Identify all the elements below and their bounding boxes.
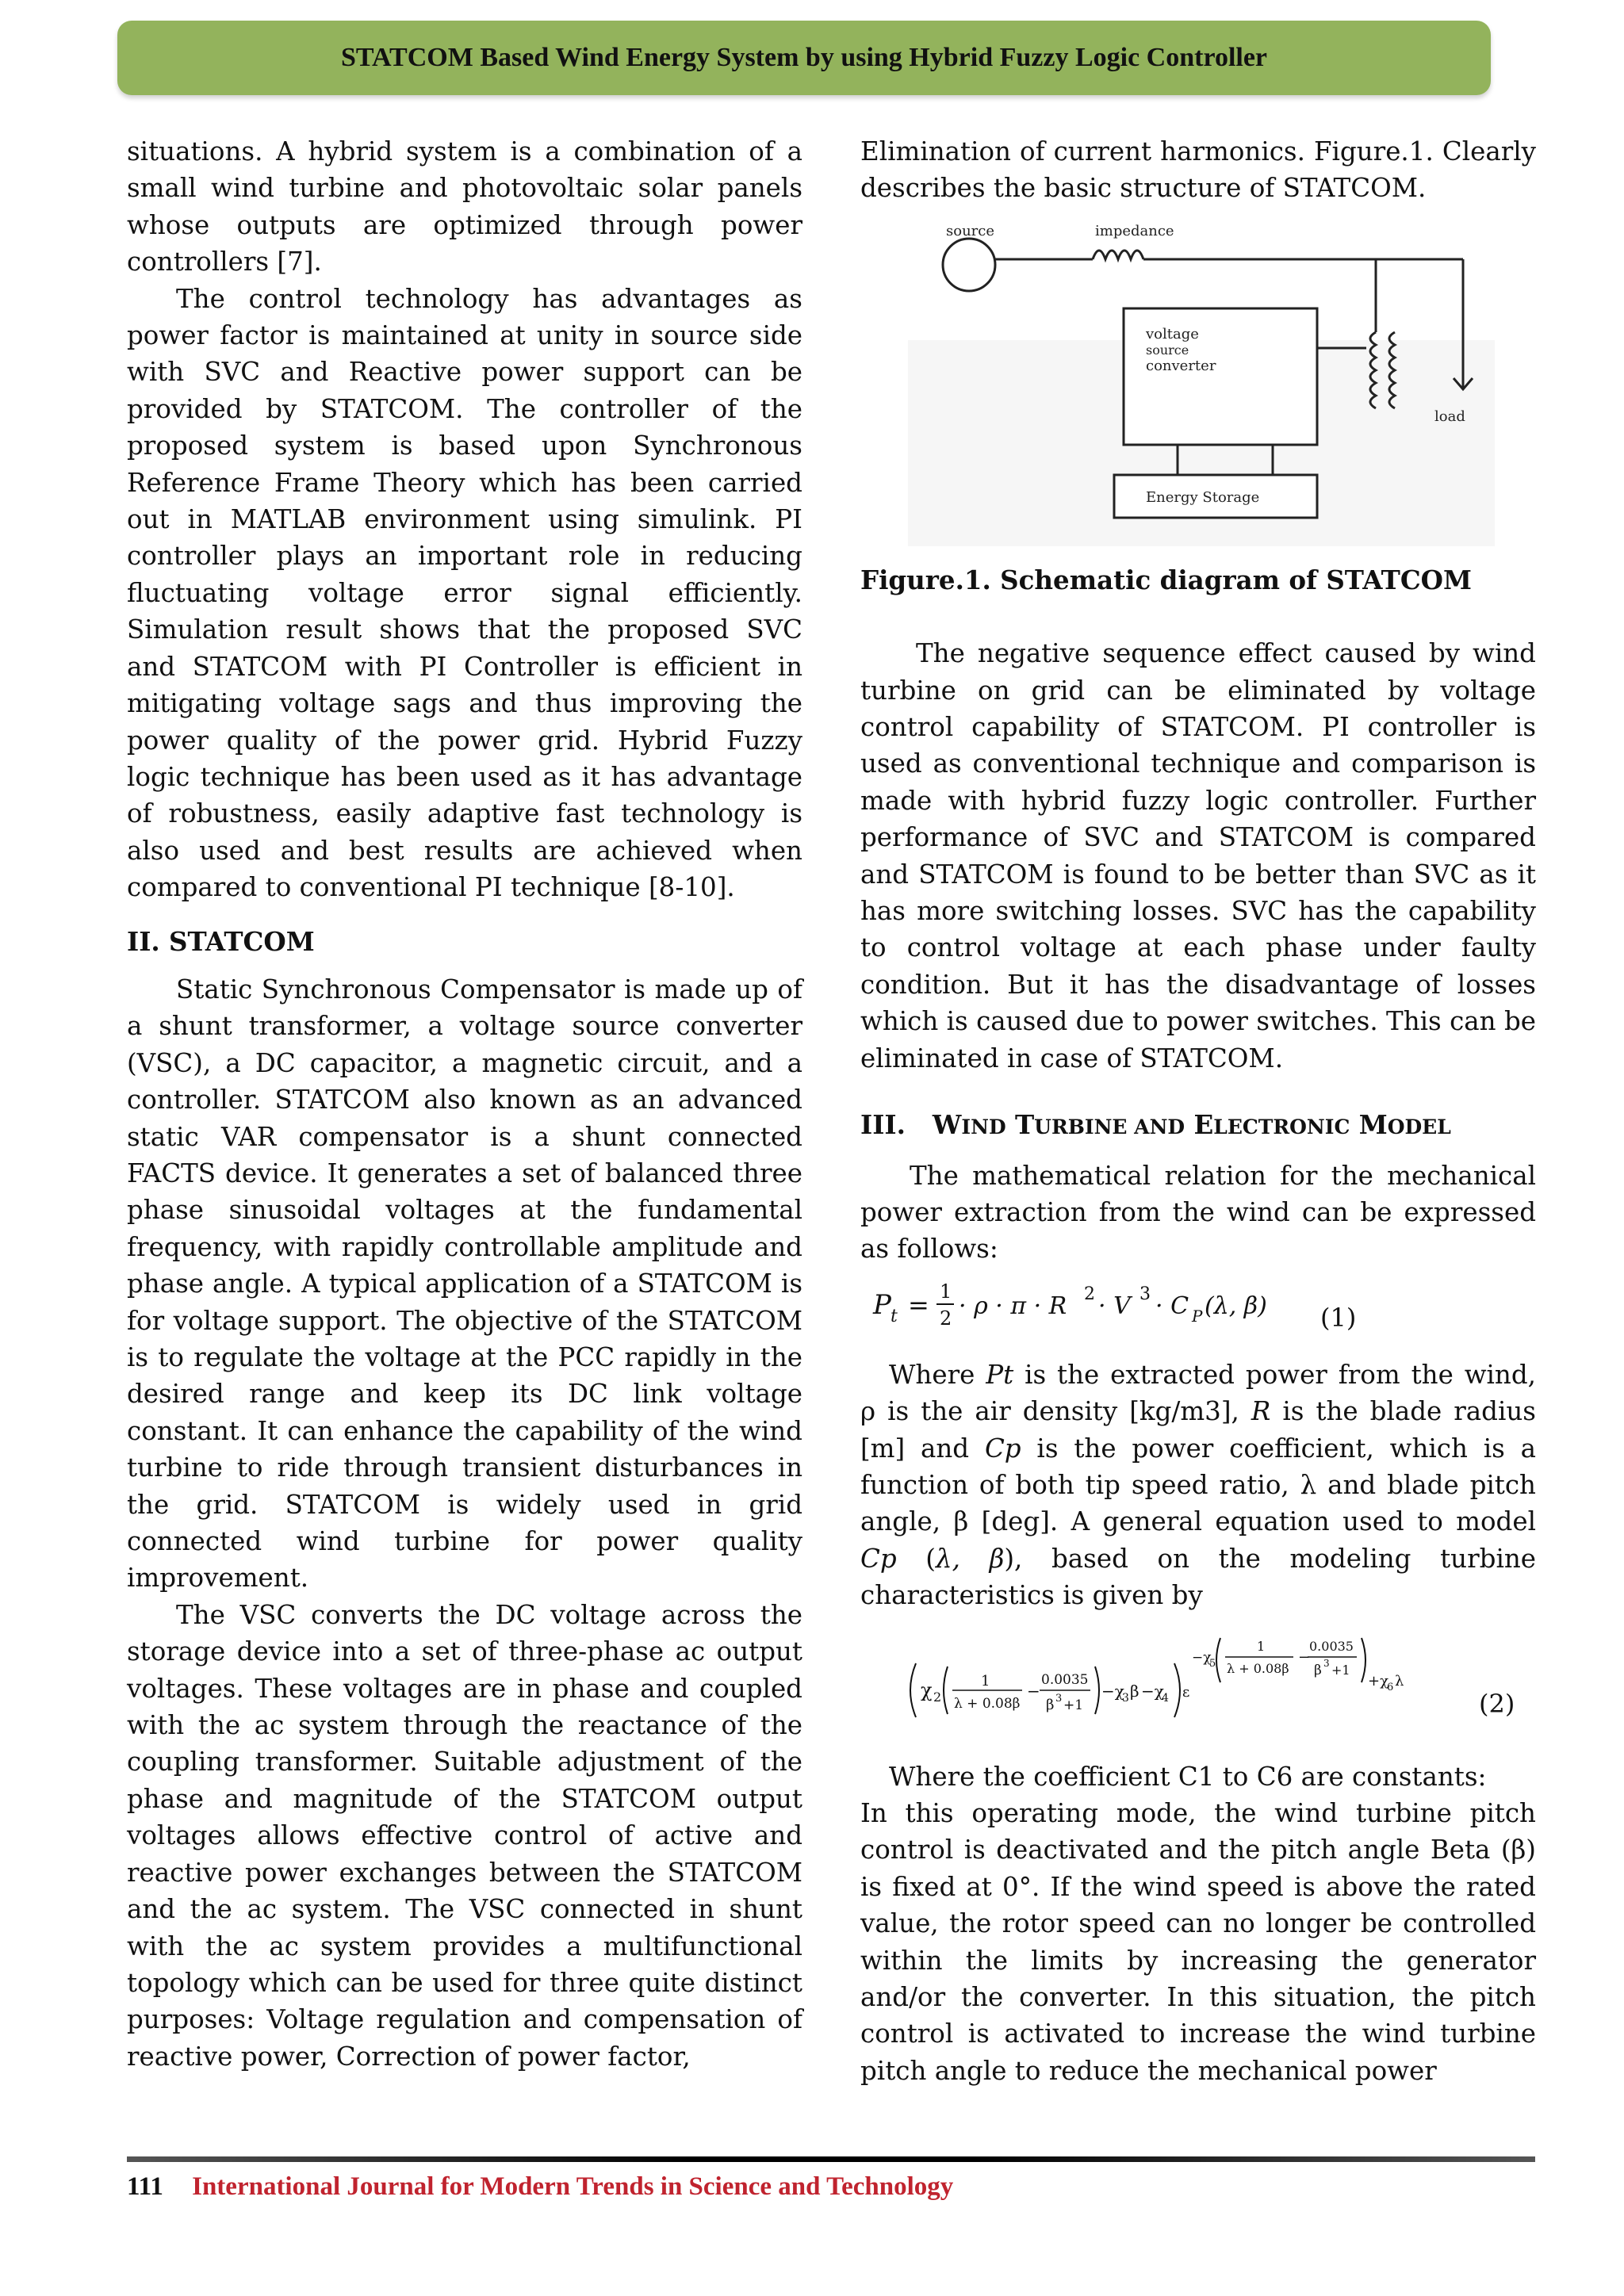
vsc-label-line-2: source (1146, 342, 1189, 358)
eq2-beta-c: β (1314, 1662, 1322, 1678)
eq1-args: (λ, β) (1205, 1292, 1267, 1320)
eq2-number: (2) (1479, 1688, 1515, 1719)
eq2-open-paren-inner (944, 1667, 948, 1714)
page-number: 111 (127, 2172, 163, 2201)
eq2-beta-exp-c: 3 (1323, 1657, 1330, 1669)
eq2-minus-a: − (1027, 1681, 1040, 1701)
eq2-minus-b: − (1298, 1648, 1311, 1666)
eq2-one-a: 1 (981, 1672, 990, 1689)
eq2-lambda-frac-b: λ + 0.08β (1227, 1660, 1289, 1676)
eq1-den: 2 (940, 1307, 952, 1330)
figure-1 (860, 213, 1536, 562)
right-paragraph-4 (860, 1357, 1536, 1614)
p4-text-c: is the blade radius [m] and (860, 1396, 1536, 1464)
eq2-exp-chi5-sub: 5 (1209, 1657, 1216, 1670)
eq1-equals: = (908, 1289, 929, 1320)
left-paragraph-3: Static Synchronous Compensator is made up of a shunt transformer, a voltage source converter (VSC), a DC capacitor, a magnetic circuit, and a controller. STATCOM also known as an advanced static VAR compensator is a shunt connected FACTS device. It generates a set of balanced three phase sinusoidal voltages at the fundamental frequency, with rapidly controllable amplitude and phase angle. A typical application of a STATCOM is for voltage support. The objective of the STATCOM is to regulate the voltage at the PCC rapidly in the desired range and keep its DC link voltage constant. It can enhance the capability of the wind turbine to ride through transient disturbances in the grid. STATCOM is widely used in grid connected wind turbine for power quality improvement. (127, 974, 802, 1594)
eq2-e: ε (1182, 1683, 1190, 1701)
p4-cp: Cp (984, 1433, 1021, 1464)
eq2-beta-exp-a: 3 (1055, 1692, 1063, 1705)
footer-rule (127, 2156, 1535, 2162)
eq2-chi4-sub: 4 (1162, 1691, 1169, 1705)
section-3-w3-rest: LECTRONIC (1213, 1115, 1350, 1139)
eq1-rho-pi-r: · ρ · π · R (959, 1292, 1067, 1320)
eq2-close-paren-inner (1095, 1667, 1099, 1714)
energy-storage-label: Energy Storage (1146, 488, 1260, 506)
p4-r: R (1251, 1396, 1271, 1427)
section-3-w1-first: W (932, 1109, 962, 1141)
eq2-lambda: λ (1395, 1672, 1404, 1689)
eq2-chi4: −χ (1141, 1681, 1164, 1701)
section-3-w2-first: T (1014, 1109, 1035, 1141)
header-banner (117, 21, 1491, 95)
eq1-num: 1 (940, 1280, 952, 1303)
p4-cp2: Cp (860, 1543, 897, 1574)
left-column (127, 133, 802, 2075)
section-3-w1-rest: IND (961, 1115, 1006, 1139)
eq1-p: P (873, 1288, 891, 1321)
figure-1-caption: Figure.1. Schematic diagram of STATCOM (860, 564, 1472, 595)
section-3-w4-rest: ODEL (1387, 1115, 1451, 1139)
left-paragraph-1: situations. A hybrid system is a combination of a small wind turbine and photovoltaic solar panels whose outputs are optimized through power controllers [7]. (127, 136, 802, 277)
source-symbol (943, 239, 995, 291)
right-paragraph-2: The negative sequence effect caused by wind turbine on grid can be eliminated by voltage control capability of STATCOM. PI controller is used as conventional technique and comparison is made with hybrid fuzzy logic controller. Further performance of SVC and STATCOM is compared and STATCOM is found to be better than SVC as it has more switching losses. SVC has the capability to control voltage at each phase under faulty condition. But it has the disadvantage of losses which is caused due to power switches. This can be eliminated in case of STATCOM. (860, 638, 1536, 1073)
eq1-v-exp: 3 (1139, 1284, 1151, 1304)
eq1-p-sub: t (891, 1306, 898, 1326)
source-label: source (946, 222, 995, 239)
eq2-c0035-b: 0.0035 (1309, 1638, 1354, 1654)
journal-name: International Journal for Modern Trends in Science and Technology (192, 2172, 954, 2201)
section-3-w3-first: E (1193, 1109, 1214, 1141)
p4-text-b: is the extracted power from the wind, ρ is the air density [kg/m3], (860, 1359, 1536, 1427)
eq2-close-paren-outer (1174, 1663, 1180, 1717)
section-3-heading (860, 1107, 1536, 1146)
p4-text-e: ( (896, 1543, 936, 1574)
eq2-c0035-a: 0.0035 (1041, 1671, 1089, 1688)
section-2-heading: II. STATCOM (127, 925, 315, 957)
eq2-exp-open-paren (1216, 1638, 1220, 1682)
eq2-exp-close-paren (1362, 1638, 1365, 1682)
eq2-one-b: 1 (1257, 1638, 1266, 1654)
eq1-v: · V (1098, 1292, 1131, 1320)
eq2-open-paren-outer (910, 1663, 916, 1717)
right-column (860, 133, 1536, 2089)
eq2-chi6-sub: 6 (1387, 1681, 1394, 1693)
left-paragraph-4: The VSC converts the DC voltage across the storage device into a set of three-phase ac output voltages. These voltages are in phase and coupled with the ac system through the reactance of the coupling transformer. Suitable adjustment of the phase and magnitude of the STATCOM output voltages allows effective control of active and reactive power exchanges between the STATCOM and the ac system. The VSC connected in shunt with the ac system provides a multifunctional topology which can be used for three quite distinct purposes: Voltage regulation and compensation of reactive power, Correction of power factor, (127, 1599, 802, 2072)
right-paragraph-5: Where the coefficient C1 to C6 are constants: (889, 1761, 1487, 1792)
right-paragraph-6: In this operating mode, the wind turbine pitch control is deactivated and the pitch angle Beta (β) is fixed at 0°. If the wind speed is above the rated value, the rotor speed can no longer be controlled within the limits by increasing the generator and/or the converter. In this situation, the pitch control is activated to increase the wind turbine pitch angle to reduce the mechanical power (860, 1797, 1536, 2086)
impedance-label: impedance (1095, 222, 1174, 239)
running-title: STATCOM Based Wind Energy System by using Hybrid Fuzzy Logic Controller (340, 43, 1268, 72)
footer (127, 2172, 953, 2202)
eq2-exp-chi5: −χ (1192, 1649, 1212, 1666)
load-label: load (1434, 408, 1465, 425)
eq2-chi2: χ (921, 1678, 933, 1701)
statcom-schematic (860, 213, 1536, 562)
equation-1-render (860, 1268, 1536, 1347)
equation-2 (860, 1614, 1536, 1741)
eq1-r-exp: 2 (1084, 1284, 1095, 1304)
eq1-cp-sub: P (1192, 1306, 1203, 1326)
vsc-label-line-1: voltage (1146, 325, 1199, 342)
right-paragraph-3: The mathematical relation for the mechanical power extraction from the wind can be expressed as follows: (860, 1160, 1536, 1265)
left-paragraph-2: The control technology has advantages as power factor is maintained at unity in source side with SVC and Reactive power support can be provided by STATCOM. The controller of the proposed system is based upon Synchronous Reference Frame Theory which has been carried out in MATLAB environment using simulink. PI controller plays an important role in reducing fluctuating voltage error signal efficiently. Simulation result shows that the proposed SVC and STATCOM with PI Controller is efficient in mitigating voltage sags and thus improving the power quality of the power grid. Hybrid Fuzzy logic technique has been used as it has advantage of robustness, easily adaptive fast technology is also used and best results are achieved when compared to conventional PI technique [8-10]. (127, 283, 802, 903)
equation-1 (860, 1268, 1536, 1347)
eq2-plus1-a: +1 (1063, 1697, 1084, 1713)
right-paragraph-1: Elimination of current harmonics. Figure.1. Clearly describes the basic structure of STATCOM. (860, 136, 1536, 204)
impedance-coil (1093, 251, 1143, 259)
equation-2-render (860, 1614, 1536, 1741)
section-3-number: III. (860, 1109, 906, 1141)
eq2-lambda-frac-a: λ + 0.08β (954, 1695, 1021, 1712)
eq1-number: (1) (1320, 1302, 1357, 1333)
eq1-cp: · C (1155, 1292, 1189, 1320)
vsc-label-line-3: converter (1146, 357, 1216, 374)
eq2-beta-b: β (1130, 1681, 1139, 1701)
p4-lambda-beta: λ, β (936, 1543, 1005, 1574)
eq2-plus-chi6: +χ (1368, 1672, 1388, 1689)
eq2-chi3: −χ (1101, 1681, 1124, 1701)
p4-pt: Pt (986, 1359, 1014, 1390)
section-3-w2-rest: URBINE AND (1034, 1115, 1185, 1139)
eq2-chi3-sub: 3 (1122, 1691, 1129, 1705)
section-3-w4-first: M (1358, 1109, 1388, 1141)
eq2-beta-a: β (1046, 1696, 1055, 1713)
eq2-chi2-sub: 2 (933, 1689, 942, 1705)
p4-text-f: ), based on the modeling turbine characteristics is given by (860, 1543, 1536, 1611)
p4-text-a: Where (889, 1359, 986, 1390)
eq2-plus1-c: +1 (1331, 1662, 1350, 1678)
p4-text-d: is the power coefficient, which is a function of both tip speed ratio, λ and blade pitch angle, β [deg]. A general equation used to model (860, 1433, 1536, 1537)
